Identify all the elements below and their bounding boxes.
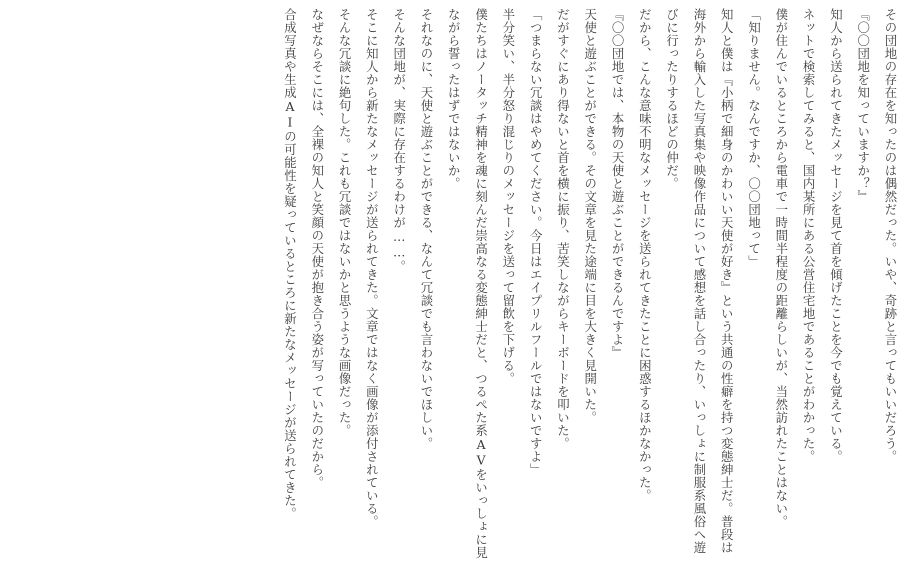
paragraph: そんな冗談に絶句した。これも冗談ではないかと思うような画像だった。	[337, 8, 353, 437]
paragraph: 僕たちはノータッチ精神を魂に刻んだ崇高なる変態紳士だと、つるぺた系AVをいっしょに見ながら誓ったはずではないか。	[446, 8, 489, 560]
paragraph: 半分笑い、半分怒り混じりのメッセージを送って留飲を下げる。	[500, 8, 516, 385]
paragraph: 知人から送られてきたメッセージを見て首を傾げたことを今でも覚えている。	[828, 8, 844, 463]
paragraph: ネットで検索してみると、国内某所にある公営住宅地であることがわかった。	[801, 8, 817, 463]
paragraph: 合成写真や生成AIの可能性を疑っているところに新たなメッセージが送られてきた。	[282, 8, 298, 521]
paragraph: 『〇〇団地を知っていますか？』	[855, 8, 871, 203]
paragraph: だから、こんな意味不明なメッセージを送られてきたことに困惑するほかなかった。	[637, 8, 653, 502]
paragraph: 「知りません。なんですか、〇〇団地って」	[746, 8, 762, 268]
paragraph: なぜならそこには、全裸の知人と笑顔の天使が抱き合う姿が写っていたのだから。	[309, 8, 325, 489]
paragraph: そんな団地が、実際に存在するわけが……。	[391, 8, 407, 274]
paragraph: 天使と遊ぶことができる。その文章を見た途端に目を大きく見開いた。	[582, 8, 598, 424]
paragraph: それなのに、天使と遊ぶことができる、なんて冗談でも言わないでほしい。	[418, 8, 434, 450]
paragraph: その団地の存在を知ったのは偶然だった。いや、奇跡と言ってもいいだろう。	[883, 8, 898, 463]
paragraph: そこに知人から新たなメッセージが送られてきた。文章ではなく画像が添付されている。	[364, 8, 380, 528]
paragraph: 僕が住んでいるところから電車で一時間半程度の距離らしいが、当然訪れたことはない。	[773, 8, 789, 528]
paragraph: 『〇〇団地では、本物の天使と遊ぶことができるんですよ』	[610, 8, 626, 359]
paragraph: 知人と僕は『小柄で細身のかわいい天使が好き』という共通の性癖を持つ変態紳士だ。普段は海外から輸入した写真集や映像作品について感想を話し合ったり、いっしょに制服系風俗へ遊びに行ったりするほどの仲だ。	[664, 8, 735, 554]
paragraph: 「つまらない冗談はやめてください。今日はエイプリルフールではないですよ」	[528, 8, 544, 476]
paragraph: だがすぐにあり得ないと首を横に振り、苦笑しながらキーボードを叩いた。	[555, 8, 571, 450]
